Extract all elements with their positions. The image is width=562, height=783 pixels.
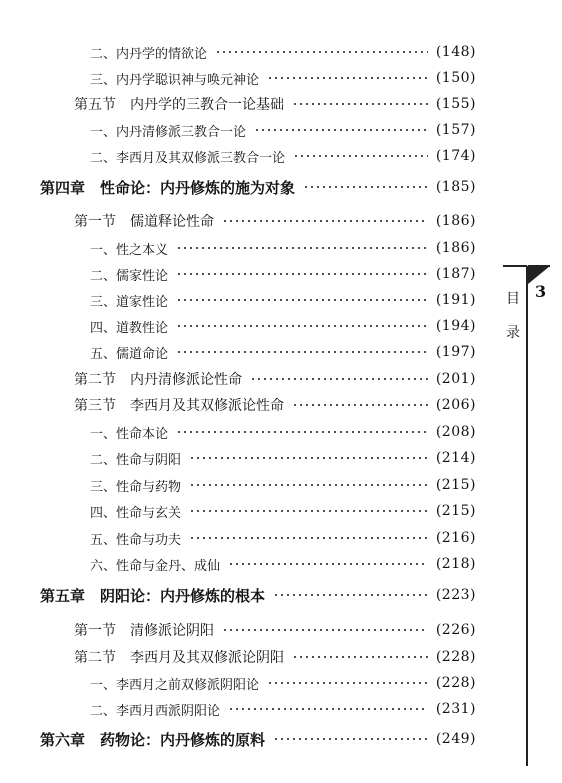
toc-item-row [90,341,476,363]
running-head-char-1: 目 [506,291,520,307]
toc-item-title: 一、性命本论 [90,426,169,442]
toc-item-title: 二、李西月西派阴阳论 [90,703,221,719]
toc-item-title: 五、儒道命论 [90,346,169,362]
toc-section-row [74,646,476,668]
toc-page-number: (191) [435,292,476,308]
toc-page-number: (197) [435,344,476,360]
toc-page-number: (249) [435,731,476,747]
toc-section-row [74,368,476,390]
toc-section-title: 第二节 李西月及其双修派论阴阳 [74,650,284,666]
toc-chapter-title: 第六章 药物论：内丹修炼的原料 [40,730,266,749]
toc-item-row [90,500,476,522]
toc-section-row [74,93,476,115]
toc-chapter-row [40,176,476,198]
toc-item-title: 四、性命与玄关 [90,505,182,521]
toc-page-number: (148) [435,44,476,60]
page-number: 3 [535,282,547,301]
toc-page-number: (206) [435,397,476,413]
toc-item-row [90,67,476,89]
dot-leader [273,738,428,740]
running-head-char-2: 录 [506,325,520,341]
toc-item-title: 二、内丹学的情欲论 [90,46,208,62]
toc-page-number: (201) [435,371,476,387]
dot-leader [250,378,428,380]
toc-item-row [90,145,476,167]
toc-page-number: (186) [435,213,476,229]
toc-item-row [90,447,476,469]
toc-item-row [90,527,476,549]
dot-leader [273,594,428,596]
dot-leader [303,186,428,188]
toc-page-number: (185) [435,179,476,195]
toc-page-number: (186) [435,240,476,256]
toc-item-row [90,237,476,259]
toc-item-row [90,41,476,63]
toc-chapter-title: 第四章 性命论：内丹修炼的施为对象 [40,178,296,197]
thumb-tab-top-rule [503,265,527,267]
dot-leader [267,682,428,684]
toc-item-title: 二、性命与阴阳 [90,452,182,468]
toc-item-title: 四、道教性论 [90,320,169,336]
toc-section-row [74,619,476,641]
thumb-tab-rule [526,266,528,766]
toc-item-row [90,263,476,285]
toc-page-number: (155) [435,96,476,112]
dot-leader [254,129,428,131]
toc-page-number: (226) [435,622,476,638]
dot-leader [176,325,428,327]
dot-leader [292,404,428,406]
toc-item-title: 二、李西月及其双修派三教合一论 [90,150,286,166]
toc-section-row [74,210,476,232]
toc-page-number: (214) [435,450,476,466]
toc-section-title: 第二节 内丹清修派论性命 [74,372,242,388]
toc-page-number: (215) [435,503,476,519]
toc-page-number: (231) [435,701,476,717]
toc-page-number: (216) [435,530,476,546]
dot-leader [293,155,428,157]
dot-leader [176,247,428,249]
toc-item-title: 三、道家性论 [90,294,169,310]
toc-item-title: 一、李西月之前双修派阴阳论 [90,677,260,693]
dot-leader [222,220,428,222]
dot-leader [176,431,428,433]
toc-page-number: (187) [435,266,476,282]
toc-item-title: 二、儒家性论 [90,268,169,284]
toc-item-row [90,553,476,575]
dot-leader [189,457,428,459]
toc-page-number: (194) [435,318,476,334]
dot-leader [292,656,428,658]
dot-leader [292,103,428,105]
toc-page-number: (157) [435,122,476,138]
toc-section-title: 第一节 清修派论阴阳 [74,623,214,639]
toc-item-title: 五、性命与功夫 [90,532,182,548]
toc-page-number: (150) [435,70,476,86]
toc-item-row [90,672,476,694]
toc-page-number: (208) [435,424,476,440]
toc-page-number: (223) [435,587,476,603]
dot-leader [189,484,428,486]
toc-section-row [74,394,476,416]
toc-section-title: 第一节 儒道释论性命 [74,214,214,230]
toc-section-title: 第三节 李西月及其双修派论性命 [74,398,284,414]
dot-leader [176,273,428,275]
toc-item-title: 一、内丹清修派三教合一论 [90,124,247,140]
dot-leader [215,51,428,53]
toc-item-title: 一、性之本义 [90,242,169,258]
toc-chapter-title: 第五章 阴阳论：内丹修炼的根本 [40,586,266,605]
dot-leader [176,351,428,353]
toc-page-number: (228) [435,675,476,691]
dot-leader [228,708,428,710]
toc-item-row [90,289,476,311]
toc-page-number: (174) [435,148,476,164]
dot-leader [267,77,428,79]
toc-item-title: 六、性命与金丹、成仙 [90,558,221,574]
toc-section-title: 第五节 内丹学的三教合一论基础 [74,97,284,113]
toc-chapter-row [40,584,476,606]
toc-page-number: (228) [435,649,476,665]
toc-item-row [90,119,476,141]
toc-page-number: (215) [435,477,476,493]
toc-item-row [90,474,476,496]
toc-chapter-row [40,728,476,750]
toc-item-title: 三、性命与药物 [90,479,182,495]
toc-page-number: (218) [435,556,476,572]
toc-item-row [90,315,476,337]
toc-item-title: 三、内丹学聪识神与唤元神论 [90,72,260,88]
toc-item-row [90,421,476,443]
dot-leader [176,299,428,301]
dot-leader [222,629,428,631]
toc-item-row [90,698,476,720]
dot-leader [189,537,428,539]
dot-leader [228,563,428,565]
dot-leader [189,510,428,512]
